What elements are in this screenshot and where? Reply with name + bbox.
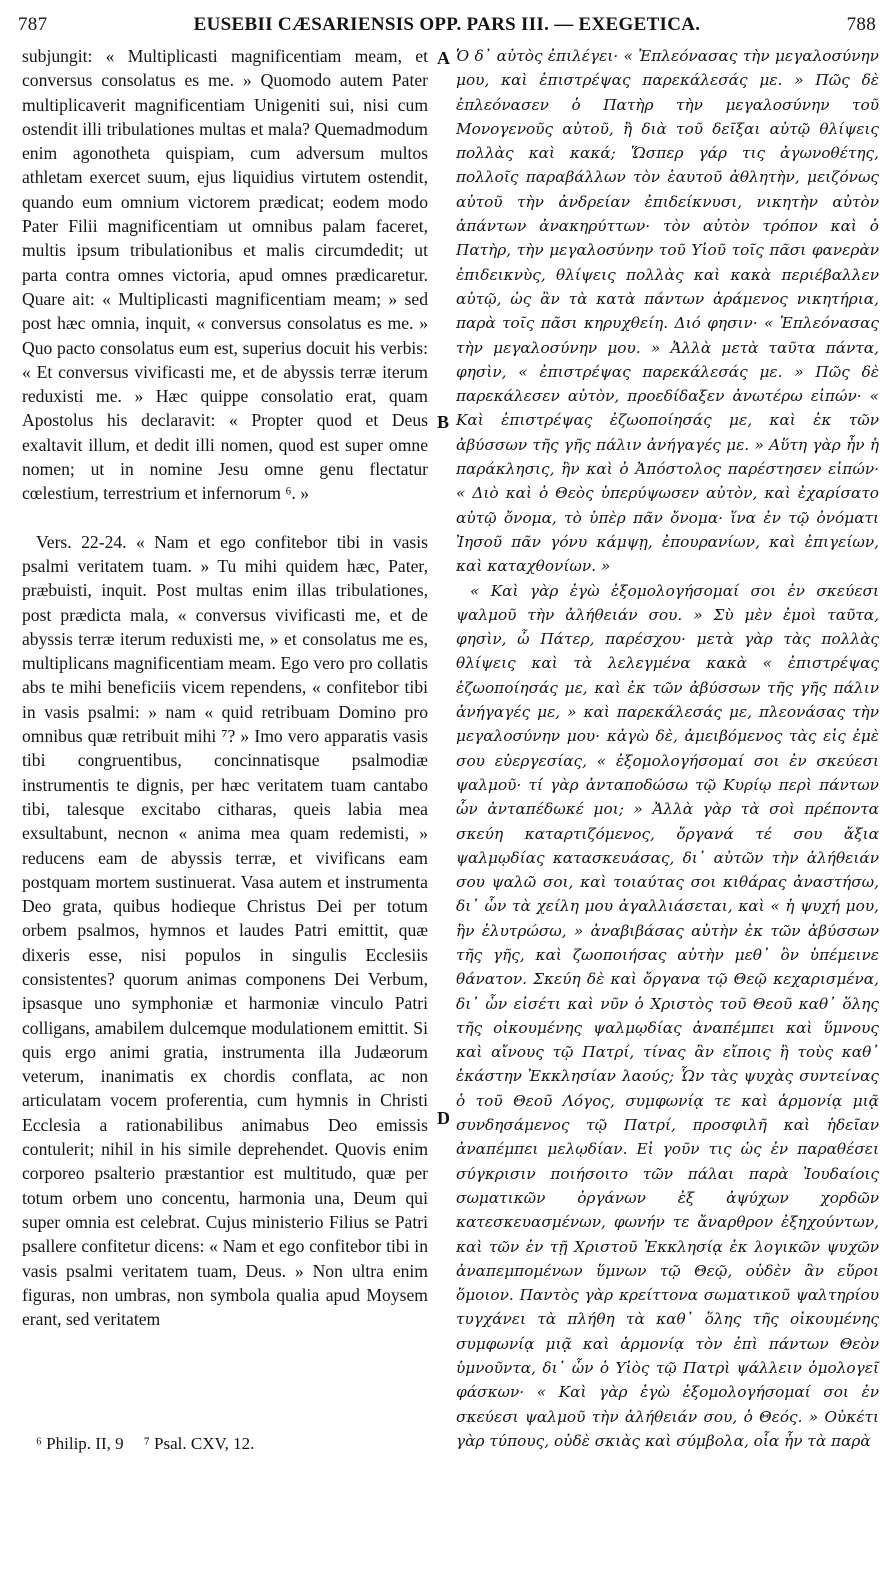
margin-marker-d: D: [437, 1108, 450, 1128]
page-number-right: 788: [846, 14, 876, 35]
footnote-7: ⁷ Psal. CXV, 12.: [143, 1434, 255, 1453]
latin-column: [22, 44, 428, 1331]
footnote-6: ⁶ Philip. II, 9: [36, 1434, 124, 1453]
greek-paragraph-2: « Καὶ γὰρ ἐγὼ ἐξομολογήσομαί σοι ἐν σκεύεσι ψαλμοῦ τὴν ἀλήθειάν σου. » Σὺ μὲν ἐμοὶ ταῦτα, φησὶν, ὦ Πάτερ, παρέσχου· μετὰ γὰρ τὰς πολλὰς θλίψεις καὶ τὰ λελεγμένα κακὰ « ἐπιστρέψας ἐζωοποίησάς με, καὶ ἐκ τῶν ἀβύσσων τῆς γῆς πάλιν ἀνήγαγές με, » καὶ παρεκάλεσάς με, πλεονάσας τὴν μεγαλοσύνην μου· κἀγὼ δὲ, ἀμειβόμενος τὰς εἰς ἐμὲ σου εὐεργεσίας, « ἐξομολογήσομαί σοι ἐν σκεύεσι ψαλμοῦ· τί γὰρ ἀνταποδώσω τῷ Κυρίῳ περὶ πάντων ὧν ἀνταπέδωκέ μοι; » Ἀλλὰ γὰρ τὰ σοὶ πρέποντα σκεύη καταρτιζόμενος, ὄργανά τέ σου ἄξια ψαλμῳδίας κατασκευάσας, δι᾽ αὐτῶν τὴν ἀλήθειάν σου ψαλῶ σοι, καὶ τοιαύτας σοι κιθάρας ἀναστήσω, δι᾽ ὧν τὰ χείλη μου ἀγαλλιάσεται, καὶ « ἡ ψυχή μου, ἣν ἐλυτρώσω, » ἀναβιβάσας αὐτὴν ἐκ τῶν ἀβύσσων τῆς γῆς, καὶ ζωοποιήσας αὐτὴν μεθ᾽ ὃν ὑπέμεινε θάνατον. Σκεύη δὲ καὶ ὄργανα τῷ Θεῷ κεχαρισμένα, δι᾽ ὧν εἰσέτι καὶ νῦν ὁ Χριστὸς τοῦ Θεοῦ καθ᾽ ὅλης τῆς οἰκουμένης ψαλμῳδίας ἀναπέμπει καὶ ὕμνους καὶ αἴνους τῷ Πατρί, τίνας ἂν εἴποις ἢ τοὺς καθ᾽ ἑκάστην Ἐκκλησίαν λαούς; Ὧν τὰς ψυχὰς συντείνας ὁ τοῦ Θεοῦ Λόγος, συμφωνίᾳ τε καὶ ἁρμονίᾳ μιᾷ συνδησάμενος τῷ Πατρί, προσφιλῆ καὶ ἡδεῖαν ἀναπέμπει μελῳδίαν. Εἰ γοῦν τις ὡς ἐν παραθέσει σύγκρισιν ποιήσοιτο τῶν πάλαι παρὰ Ἰουδαίοις σωματικῶν ὀργάνων ἐξ ἀψύχων χορδῶν κατεσκευασμένων, φωνήν τε ἄναρθρον ἐξηχούντων, καὶ τῶν ἐν τῇ Χριστοῦ Ἐκκλησίᾳ ἐκ λογικῶν ψυχῶν ἀναπεμπομένων ὕμνων τῷ Θεῷ, οὐδὲν ἂν εὕροι ὅμοιον. Παντὸς γὰρ κρείττονα σωματικοῦ ψαλτηρίου τυγχάνει τὰ πλήθη τὰ καθ᾽ ὅλης τῆς οἰκουμένης συμφωνίᾳ μιᾷ καὶ ἁρμονίᾳ τὸν ἐπὶ πάντων Θεὸν ὑμνοῦντα, δι᾽ ὧν ὁ Υἱὸς τῷ Πατρὶ ψάλλειν ὁμολογεῖ φάσκων· « Καὶ γὰρ ἐγὼ ἐξομολογήσομαί σοι ἐν σκεύεσι ψαλμοῦ τὴν ἀλήθειάν σου, ὁ Θεός. » Οὐκέτι γὰρ τύπους, οὐδὲ σκιὰς καὶ σύμβολα, οἷα ἦν τὰ παρὰ: [456, 581, 879, 1450]
running-head: [18, 14, 876, 40]
footnotes: [36, 1434, 436, 1454]
margin-marker-a: A: [437, 48, 450, 68]
greek-column: [456, 44, 879, 1453]
latin-paragraph-1: subjungit: « Multiplicasti magnificentiam meam, et conversus consolatus es me. » Quomodo autem Pater multiplicaverit magnificentiam Unigeniti sui, nisi cum ostendit illi tribulationes multas et mala? Quemadmodum enim agonotheta quispiam, cum adversum multos athletam exercet suum, ejus liquidius virtutem ostendit, quando eum omnium victorem prædicat; eodem modo Pater Filii magnificentiam ut omnibus palam faceret, multis ipsum tribulationibus et malis circumdedit; ut parta contra omnes victoria, apud omnes prædicaretur. Quare ait: « Multiplicasti magnificentiam meam; » sed post hæc omnia, inquit, « conversus consolatus es me. » Quo pacto consolatus eum est, superius docuit his verbis: « Et conversus vivificasti me, et de abyssis terræ iterum reduxisti me. » Hæc quippe consolatio erat, quam Apostolus his declaravit: « Propter quod et Deus exaltavit illum, et dedit illi nomen, quod est super omne nomen; ut in nomine Jesu omne genu flectatur cœlestium, terrestrium et infernorum ⁶. »: [22, 46, 428, 504]
greek-paragraph-1: Ὁ δ᾽ αὐτὸς ἐπιλέγει· « Ἐπλεόνασας τὴν μεγαλοσύνην μου, καὶ ἐπιστρέψας παρεκάλεσάς με. » Πῶς δὲ ἐπλεόνασεν ὁ Πατὴρ τὴν μεγαλοσύνην τοῦ Μονογενοῦς αὐτοῦ, ἢ διὰ τοῦ δεῖξαι αὐτῷ θλίψεις πολλὰς καὶ κακά; Ὥσπερ γάρ τις ἀγωνοθέτης, πολλοῖς παραβάλλων τὸν ἑαυτοῦ ἀθλητὴν, μειζόνως αὐτοῦ τὴν ἀνδρείαν ἐπιδείκνυσι, νικητὴν αὐτὸν ἁπάντων ἀνακηρύττων· τὸν αὐτὸν τρόπον καὶ ὁ Πατὴρ, τὴν μεγαλοσύνην τοῦ Υἱοῦ τοῖς πᾶσι φανερὰν ἐπιδεικνὺς, θλίψεις πολλὰς καὶ κακὰ περιέβαλλεν αὐτῷ, ὡς ἂν τὰ κατὰ πάντων ἀράμενος νικητήρια, παρὰ τοῖς πᾶσι κηρυχθείη. Διό φησιν· « Ἐπλεόνασας τὴν μεγαλοσύνην μου. » Ἀλλὰ μετὰ ταῦτα πάντα, φησὶν, « ἐπιστρέψας παρεκάλεσάς με. » Πῶς δὲ παρεκάλεσεν αὐτὸν, προεδίδαξεν ἀνωτέρω εἰπών· « Καὶ ἐπιστρέψας ἐζωοποίησάς με, καὶ ἐκ τῶν ἀβύσσων τῆς γῆς πάλιν ἀνήγαγές με. » Αὕτη γὰρ ἦν ἡ παράκλησις, ἣν καὶ ὁ Ἀπόστολος παρέστησεν εἰπών· « Διὸ καὶ ὁ Θεὸς ὑπερύψωσεν αὐτὸν, καὶ ἐχαρίσατο αὐτῷ ὄνομα, τὸ ὑπὲρ πᾶν ὄνομα· ἵνα ἐν τῷ ὀνόματι Ἰησοῦ πᾶν γόνυ κάμψῃ, ἐπουρανίων, καὶ ἐπιγείων, καὶ καταχθονίων. »: [456, 47, 879, 576]
page-number-left: 787: [18, 14, 48, 35]
margin-marker-b: B: [437, 412, 450, 432]
latin-paragraph-2: Vers. 22-24. « Nam et ego confitebor tibi in vasis psalmi veritatem tuam. » Tu mihi quidem hæc, Pater, præbuisti, inquit. Post multas enim illas tribulationes, post prædicta mala, « conversus vivificasti me, et de abyssis terræ iterum reduxisti me, » et consolatus me es, multiplicans magnificentiam meam. Ego vero pro collatis abs te mihi beneficiis vicem rependens, « confitebor tibi in vasis psalmi: » nam « quid retribuam Domino pro omnibus quæ retribuit mihi ⁷? » Imo vero apparatis vasis tibi congruentibus, concinnatisque psalmodiæ instrumentis te dignis, per hæc veritatem tuam cantabo tibi, talesque excitabo citharas, queis labia mea exsultabunt, necnon « anima mea quam redemisti, » reducens eam de abyssis terræ, et vivificans eam postquam mortem sustinuerat. Vasa autem et instrumenta Deo grata, quibus hodieque Christus Dei per totum orbem psalmos, hymnos et laudes Patri emittit, quæ dixeris esse, nisi populos in singulis Ecclesiis consistentes? quorum animas componens Dei Verbum, ipsasque uno symphoniæ et harmoniæ vinculo Patri colligans, amabilem dulcemque modulationem emittit. Si quis ergo animi gratia, instrumenta illa Judæorum veterum, inanimatis ex chordis conflata, ac non articulatam vocem proferentia, cum hymnis in Christi Ecclesia a rationabilibus animabus Deo emissis contulerit; nihil in his simile deprehendet. Quovis enim corporeo psalterio præstantior est multitudo, quæ per totum orbem uno concentu, harmonia una, Deum qui super omnia est celebrat. Cujus ministerio Filius se Patri psallere confitetur dicens: « Nam et ego confitebor tibi in vasis psalmi veritatem tuam, Deus. » Non ultra enim figuras, non umbras, non symbola qualia apud Moysem erant, sed veritatem: [22, 531, 428, 1330]
running-title: EUSEBII CÆSARIENSIS OPP. PARS III. — EXEGETICA.: [193, 14, 701, 35]
